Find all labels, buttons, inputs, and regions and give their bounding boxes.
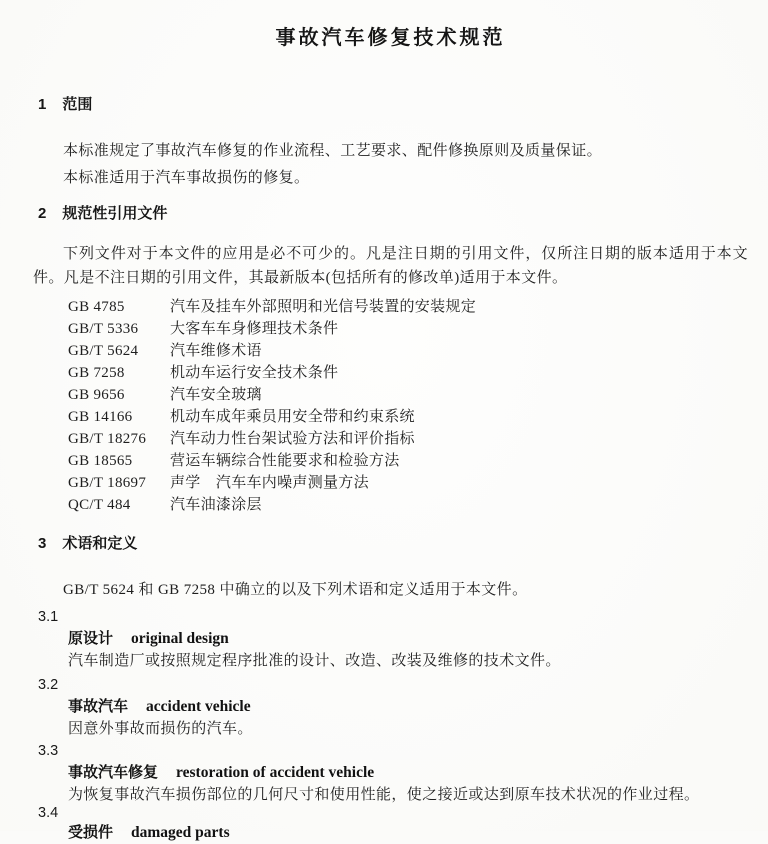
reference-code: GB 7258: [68, 365, 125, 381]
reference-title: 汽车安全玻璃: [170, 387, 262, 403]
reference-title: 大客车车身修理技术条件: [170, 321, 339, 337]
section-1-title: 范围: [62, 96, 93, 113]
section-2-number: 2: [38, 205, 47, 222]
section-1-number: 1: [38, 96, 47, 113]
term-entry: [68, 762, 748, 784]
term-chinese: 受损件: [68, 824, 114, 841]
term-3-4: [33, 804, 748, 844]
term-definition: 因意外事故而损伤的汽车。: [68, 721, 253, 737]
term-3-2: [33, 674, 748, 740]
section-3-number: 3: [38, 535, 47, 552]
term-definition: 为恢复事故汽车损伤部位的几何尺寸和使用性能，使之接近或达到原车技术状况的作业过程。: [68, 787, 700, 803]
page-title: 事故汽车修复技术规范: [275, 27, 506, 49]
reference-code: GB 18565: [68, 453, 133, 469]
reference-code: GB/T 18697: [68, 475, 147, 491]
references-intro-paragraph: 下列文件对于本文件的应用是必不可少的。凡是注日期的引用文件，仅所注日期的版本适用于本文件。凡是不注日期的引用文件，其最新版本(包括所有的修改单)适用于本文件。: [33, 246, 748, 286]
scope-paragraph-1: 本标准规定了事故汽车修复的作业流程、工艺要求、配件修换原则及质量保证。: [63, 143, 603, 159]
reference-code: GB 4785: [68, 299, 125, 315]
reference-code: GB/T 5624: [68, 343, 139, 359]
reference-title: 汽车油漆涂层: [170, 497, 262, 513]
reference-code: GB 14166: [68, 409, 133, 425]
term-chinese: 原设计: [68, 630, 114, 647]
term-english: restoration of accident vehicle: [176, 764, 375, 781]
section-2-title: 规范性引用文件: [62, 205, 168, 222]
reference-title: 汽车及挂车外部照明和光信号装置的安装规定: [170, 299, 477, 315]
reference-row: [68, 406, 748, 428]
normative-references-list: [68, 296, 748, 516]
terms-intro-paragraph: GB/T 5624 和 GB 7258 中确立的以及下列术语和定义适用于本文件。: [63, 582, 528, 598]
term-definition: 汽车制造厂或按照规定程序批准的设计、改造、改装及维修的技术文件。: [68, 653, 561, 669]
term-entry: [68, 628, 748, 650]
reference-row: [68, 362, 748, 384]
term-number: 3.1: [38, 609, 59, 625]
reference-row: [68, 494, 748, 516]
reference-row: [68, 340, 748, 362]
reference-code: GB/T 5336: [68, 321, 139, 337]
reference-title: 声学 汽车车内噪声测量方法: [170, 475, 369, 491]
term-entry: [68, 696, 748, 718]
reference-code: QC/T 484: [68, 497, 131, 513]
reference-code: GB 9656: [68, 387, 125, 403]
section-3-title: 术语和定义: [62, 535, 138, 552]
term-number: 3.4: [38, 805, 59, 821]
section-2-heading: [38, 204, 748, 224]
reference-title: 汽车维修术语: [170, 343, 262, 359]
reference-row: [68, 428, 748, 450]
reference-row: [68, 450, 748, 472]
reference-row: [68, 472, 748, 494]
term-number: 3.3: [38, 743, 59, 759]
term-english: accident vehicle: [146, 698, 251, 715]
term-chinese: 事故汽车修复: [68, 764, 159, 781]
reference-row: [68, 296, 748, 318]
reference-title: 机动车成年乘员用安全带和约束系统: [170, 409, 415, 425]
term-3-3: [33, 740, 748, 806]
term-entry: [68, 822, 748, 844]
reference-title: 营运车辆综合性能要求和检验方法: [170, 453, 400, 469]
term-number: 3.2: [38, 677, 59, 693]
term-english: original design: [131, 630, 229, 647]
term-chinese: 事故汽车: [68, 698, 129, 715]
term-english: damaged parts: [131, 824, 230, 841]
section-3-heading: [38, 534, 748, 554]
reference-title: 机动车运行安全技术条件: [170, 365, 339, 381]
term-3-1: [33, 606, 748, 672]
reference-code: GB/T 18276: [68, 431, 147, 447]
reference-title: 汽车动力性台架试验方法和评价指标: [170, 431, 415, 447]
reference-row: [68, 318, 748, 340]
section-1-heading: [38, 95, 748, 115]
scope-paragraph-2: 本标准适用于汽车事故损伤的修复。: [63, 170, 310, 186]
reference-row: [68, 384, 748, 406]
